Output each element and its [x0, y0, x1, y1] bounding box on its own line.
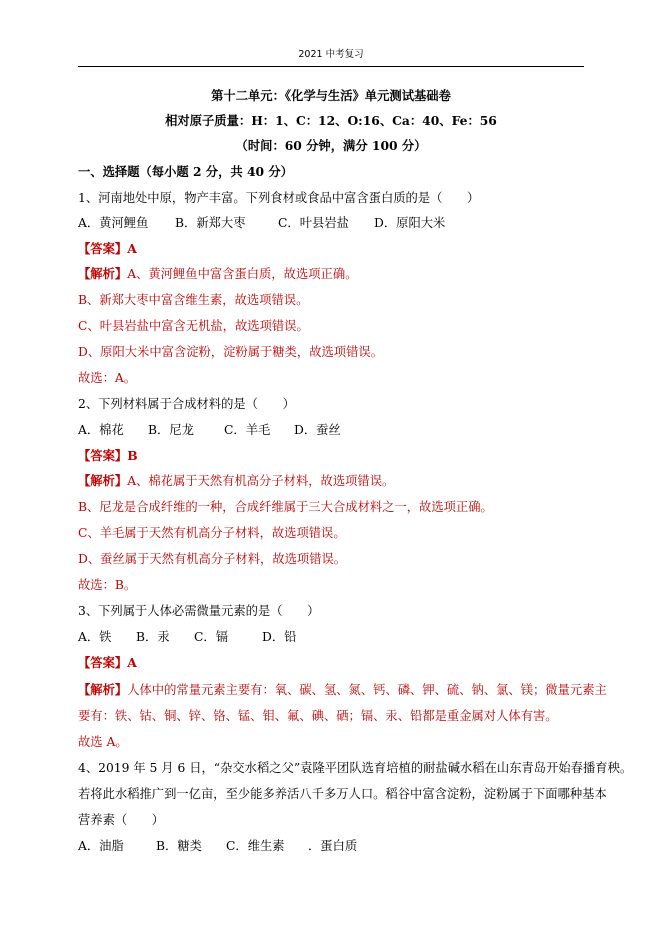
question-1-conclusion: 故选：A。: [78, 371, 137, 385]
answer-value: A: [127, 241, 137, 256]
answer-value: B: [127, 448, 138, 463]
analysis-label: 【解析】: [78, 266, 128, 281]
option-b: B．糖类: [156, 839, 202, 853]
question-2-answer: [78, 448, 598, 464]
question-2-analysis-3: C、羊毛属于天然有机高分子材料，故选项错误。: [78, 526, 346, 540]
page-header: [78, 40, 584, 67]
question-1-options: [78, 215, 598, 231]
time-line: （时间：60 分钟，满分 100 分）: [235, 138, 427, 153]
analysis-label: 【解析】: [78, 473, 128, 488]
question-1-answer: [78, 241, 598, 257]
option-c: C．叶县岩盐: [278, 216, 349, 230]
question-2-analysis-2: B、尼龙是合成纤维的一种，合成纤维属于三大合成材料之一，故选项正确。: [78, 500, 493, 514]
analysis-text: 人体中的常量元素主要有：氧、碳、氢、氮、钙、磷、钾、硫、钠、氯、镁；微量元素主: [127, 683, 607, 697]
question-3-analysis-2: 要有：铁、钴、铜、锌、铬、锰、钼、氟、碘、硒；镉、汞、铅都是重金属对人体有害。: [78, 709, 558, 723]
section-heading: 一、选择题（每小题 2 分，共 40 分）: [78, 164, 293, 179]
answer-label: 【答案】: [78, 655, 128, 670]
question-4-stem-2: 若将此水稻推广到一亿亩，至少能多养活八千多万人口。稻谷中富含淀粉，淀粉属于下面哪种基本: [78, 787, 607, 801]
question-2-conclusion: 故选：B。: [78, 578, 137, 592]
question-3-options: [78, 629, 598, 645]
question-2-analysis-4: D、蚕丝属于天然有机高分子材料，故选项错误。: [78, 552, 347, 566]
question-1-analysis-2: B、新郑大枣中富含维生素，故选项错误。: [78, 293, 309, 307]
question-3-answer: [78, 655, 598, 671]
analysis-text: A、棉花属于天然有机高分子材料，故选项错误。: [127, 474, 395, 488]
option-a: A．棉花: [78, 423, 124, 437]
analysis-label: 【解析】: [78, 682, 128, 697]
question-4-stem-3: 营养素（ ）: [78, 813, 165, 827]
option-a: A．油脂: [78, 839, 124, 853]
option-b: B．新郑大枣: [175, 216, 246, 230]
answer-label: 【答案】: [78, 448, 128, 463]
option-a: A．黄河鲤鱼: [78, 216, 149, 230]
question-2-stem: 2、下列材料属于合成材料的是（ ）: [78, 397, 295, 411]
answer-label: 【答案】: [78, 241, 128, 256]
question-4-options: [78, 838, 598, 854]
answer-value: A: [127, 655, 137, 670]
question-2-analysis-1: [78, 473, 598, 489]
option-a: A．铁: [78, 630, 112, 644]
document-title: 第十二单元：《化学与生活》单元测试基础卷: [211, 88, 451, 103]
question-1-analysis-1: [78, 266, 598, 282]
option-d: D．原阳大米: [374, 216, 446, 230]
question-3-stem: 3、下列属于人体必需微量元素的是（ ）: [78, 604, 320, 618]
option-c: C．镉: [194, 630, 229, 644]
question-1-analysis-4: D、原阳大米中富含淀粉，淀粉属于糖类，故选项错误。: [78, 345, 383, 359]
option-c: C．羊毛: [224, 423, 271, 437]
question-4-stem-1: 4、2019 年 5 月 6 日，“杂交水稻之父”袁隆平团队选育培植的耐盐碱水稻在山东青岛开始春播育秧。: [78, 761, 633, 775]
option-c: C．维生素: [226, 839, 285, 853]
option-d: ．蛋白质: [308, 839, 358, 853]
question-3-conclusion: 故选 A。: [78, 735, 128, 749]
option-d: D．铅: [262, 630, 297, 644]
option-b: B．汞: [136, 630, 170, 644]
option-d: D．蚕丝: [294, 423, 341, 437]
header-text: 2021 中考复习: [298, 49, 364, 60]
atomic-mass-line: 相对原子质量：H：1、C：12、O:16、Ca：40、Fe：56: [165, 113, 497, 128]
question-1-stem: 1、河南地处中原，物产丰富。下列食材或食品中富含蛋白质的是（ ）: [78, 191, 480, 205]
question-1-analysis-3: C、叶县岩盐中富含无机盐，故选项错误。: [78, 319, 309, 333]
question-3-analysis-1: [78, 682, 607, 698]
question-2-options: [78, 422, 598, 438]
option-b: B．尼龙: [148, 423, 194, 437]
analysis-text: A、黄河鲤鱼中富含蛋白质，故选项正确。: [127, 267, 358, 281]
